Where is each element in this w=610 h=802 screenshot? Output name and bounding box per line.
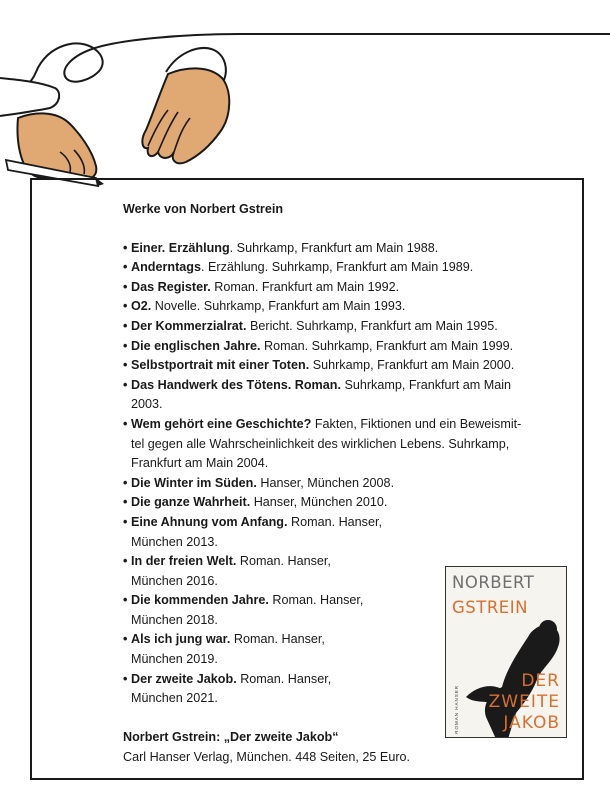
work-item [123, 297, 573, 317]
work-details: Roman. Suhrkamp, Frankfurt am Main 1999. [260, 338, 514, 353]
bullet-icon: • [123, 632, 128, 647]
work-title: O2. [131, 299, 152, 314]
bullet-icon: • [123, 299, 128, 314]
book-cover [445, 566, 567, 738]
work-item [123, 317, 573, 337]
work-details: Roman. Frankfurt am Main 1992. [210, 279, 400, 294]
bullet-icon: • [123, 318, 128, 333]
work-title: Selbstportrait mit einer Toten. [131, 358, 310, 373]
work-item [123, 376, 573, 415]
work-details: Roman. Hanser, [268, 593, 364, 608]
work-title: Eine Ahnung vom Anfang. [131, 514, 288, 529]
work-details: Hanser, München 2010. [250, 495, 388, 510]
work-item [123, 474, 573, 494]
work-details: Roman. Hanser, [287, 514, 382, 529]
work-details-continued: tel gegen alle Wahrscheinlichkeit des wirklichen Lebens. Suhrkamp, [131, 436, 510, 451]
work-item [123, 278, 573, 298]
bullet-icon: • [123, 495, 128, 510]
work-title: Einer. Erzählung [131, 240, 230, 255]
work-item [123, 337, 573, 357]
bullet-icon: • [123, 377, 128, 392]
work-item [123, 258, 573, 278]
section-heading: Werke von Norbert Gstrein [123, 202, 284, 216]
work-details: Roman. Hanser, [230, 632, 325, 647]
bullet-icon: • [123, 475, 128, 490]
work-details-continued: 2003. [131, 397, 163, 412]
book-info-title: Norbert Gstrein: „Der zweite Jakob“ [123, 730, 339, 744]
work-item [123, 415, 573, 474]
work-item [123, 239, 573, 259]
bullet-icon: • [123, 279, 128, 294]
hands-writing-illustration [0, 0, 610, 200]
bullet-icon: • [123, 240, 128, 255]
work-item [123, 356, 573, 376]
work-item [123, 493, 573, 513]
work-details: Suhrkamp, Frankfurt am Main [340, 377, 512, 392]
work-details-continued: München 2019. [131, 652, 218, 667]
work-details: Hanser, München 2008. [256, 475, 395, 490]
cover-author-last: GSTREIN [452, 598, 528, 617]
work-details: . Erzählung. Suhrkamp, Frankfurt am Main 1989. [200, 260, 474, 275]
bullet-icon: • [123, 554, 128, 569]
bullet-icon: • [123, 514, 128, 529]
book-info [123, 727, 410, 767]
work-line [131, 258, 573, 278]
work-title: Das Handwerk des Tötens. Roman. [131, 377, 341, 392]
work-details: Novelle. Suhrkamp, Frankfurt am Main 1993. [151, 299, 406, 314]
work-details: Roman. Hanser, [236, 671, 332, 686]
work-line [131, 337, 573, 357]
work-line [131, 415, 573, 435]
work-details-continued: München 2016. [131, 573, 218, 588]
work-details-continued: München 2013. [131, 534, 218, 549]
book-info-details: Carl Hanser Verlag, München. 448 Seiten, 25 Euro. [123, 750, 411, 764]
cover-title-line1: DER [521, 671, 560, 691]
cover-title-line3: JAKOB [503, 713, 560, 733]
work-title: Die englischen Jahre. [131, 338, 261, 353]
work-title: Wem gehört eine Geschichte? [131, 416, 312, 431]
work-line [131, 278, 573, 298]
work-details: Fakten, Fiktionen und ein Beweismit- [311, 416, 522, 431]
bullet-icon: • [123, 358, 128, 373]
work-details: Suhrkamp, Frankfurt am Main 2000. [309, 358, 515, 373]
work-title: Die kommenden Jahre. [131, 593, 269, 608]
cover-title-line2: ZWEITE [488, 692, 560, 712]
work-title: Der Kommerzialrat. [131, 318, 247, 333]
cover-publisher: ROMAN HANSER [454, 685, 459, 734]
work-line [131, 376, 573, 396]
work-line [131, 356, 573, 376]
work-title: Die Winter im Süden. [131, 475, 257, 490]
work-details-continued: München 2021. [131, 691, 218, 706]
work-details: Bericht. Suhrkamp, Frankfurt am Main 1995. [246, 318, 498, 333]
work-title: In der freien Welt. [131, 554, 237, 569]
work-line [131, 474, 573, 494]
work-line [131, 297, 573, 317]
work-details-continued: München 2018. [131, 612, 218, 627]
cover-author-first: NORBERT [452, 573, 535, 592]
work-details: Roman. Hanser, [236, 554, 331, 569]
bullet-icon: • [123, 416, 128, 431]
work-line [131, 317, 573, 337]
work-line [131, 239, 573, 259]
work-title: Als ich jung war. [131, 632, 231, 647]
work-title: Das Register. [131, 279, 211, 294]
bullet-icon: • [123, 671, 128, 686]
bullet-icon: • [123, 338, 128, 353]
work-details-continued: Frankfurt am Main 2004. [131, 456, 269, 471]
work-item [123, 513, 573, 552]
work-title: Der zweite Jakob. [131, 671, 237, 686]
work-title: Anderntags [131, 260, 201, 275]
bullet-icon: • [123, 593, 128, 608]
work-title: Die ganze Wahrheit. [131, 495, 251, 510]
bullet-icon: • [123, 260, 128, 275]
work-line [131, 513, 573, 533]
work-details: . Suhrkamp, Frankfurt am Main 1988. [229, 240, 439, 255]
work-line [131, 493, 573, 513]
